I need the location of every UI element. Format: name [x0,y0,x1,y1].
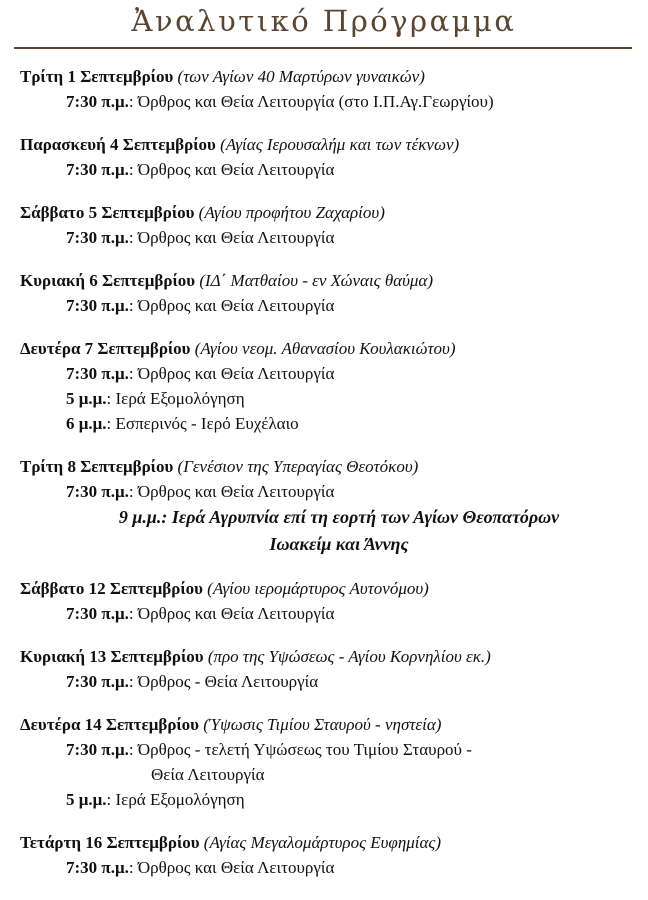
service-time: 7:30 π.μ. [66,364,129,383]
service-description: Ιερά Εξομολόγηση [115,389,245,408]
service-time: 7:30 π.μ. [66,482,129,501]
service-entry [20,361,632,386]
day-header [20,132,632,157]
day-date: Τρίτη 8 Σεπτεμβρίου [20,457,174,476]
day-header [20,268,632,293]
service-separator: : [128,296,138,315]
service-description: Όρθρος και Θεία Λειτουργία [137,604,335,623]
service-time: 7:30 π.μ. [66,604,129,623]
service-entry [20,737,632,762]
service-entry [20,855,632,880]
service-separator: : [128,228,138,247]
service-description: Όρθρος και Θεία Λειτουργία [137,858,335,877]
service-time: 7:30 π.μ. [66,740,129,759]
service-description: Όρθρος και Θεία Λειτουργία [137,160,335,179]
day-date: Κυριακή 13 Σεπτεμβρίου [20,647,204,666]
service-time: 7:30 π.μ. [66,92,129,111]
day-date: Σάββατο 5 Σεπτεμβρίου [20,203,195,222]
day-header [20,454,632,479]
schedule-day [20,576,632,626]
day-feast: (Γενέσιον της Υπεραγίας Θεοτόκου) [177,457,419,476]
day-header [20,200,632,225]
service-time: 7:30 π.μ. [66,858,129,877]
service-description: Ιερά Εξομολόγηση [115,790,245,809]
service-separator: : [128,858,138,877]
day-feast: (Αγίας Μεγαλομάρτυρος Ευφημίας) [203,833,441,852]
service-separator: : [128,482,138,501]
service-description: Όρθρος - τελετή Υψώσεως του Τιμίου Σταυρού - [137,740,472,759]
day-date: Παρασκευή 4 Σεπτεμβρίου [20,135,216,154]
day-header [20,336,632,361]
day-feast: (των Αγίων 40 Μαρτύρων γυναικών) [177,67,425,86]
service-entry [20,479,632,504]
service-entry [20,669,632,694]
service-description-continued: Θεία Λειτουργία [151,765,265,784]
schedule-day [20,712,632,812]
day-feast: (Αγίου ιερομάρτυρος Αυτονόμου) [207,579,429,598]
service-entry [20,225,632,250]
service-separator: : [128,160,138,179]
day-date: Τρίτη 1 Σεπτεμβρίου [20,67,174,86]
schedule-day [20,132,632,182]
day-header [20,576,632,601]
service-entry [20,411,632,436]
schedule-day [20,64,632,114]
day-date: Κυριακή 6 Σεπτεμβρίου [20,271,196,290]
day-date: Σάββατο 12 Σεπτεμβρίου [20,579,203,598]
day-date: Τετάρτη 16 Σεπτεμβρίου [20,833,200,852]
service-entry [20,157,632,182]
title-divider [14,47,632,49]
service-separator: : [106,790,116,809]
service-time: 7:30 π.μ. [66,228,129,247]
service-entry [20,601,632,626]
service-description: Όρθρος - Θεία Λειτουργία [137,672,319,691]
service-separator: : [128,740,138,759]
service-continuation [20,762,632,787]
day-header [20,644,632,669]
service-entry [20,293,632,318]
header [0,0,648,48]
service-separator: : [128,604,138,623]
page-title: Ἀναλυτικό Πρόγραμμα [131,4,517,38]
day-feast: (Αγίου νεομ. Αθανασίου Κουλακιώτου) [194,339,456,358]
service-time: 7:30 π.μ. [66,672,129,691]
service-time: 7:30 π.μ. [66,160,129,179]
service-description: Όρθρος και Θεία Λειτουργία (στο Ι.Π.Αγ.Γεωργίου) [137,92,494,111]
vigil-notice: 9 μ.μ.: Ιερά Αγρυπνία επί τη εορτή των Αγίων Θεοπατόρων [118,507,560,527]
day-date: Δευτέρα 14 Σεπτεμβρίου [20,715,200,734]
service-time: 6 μ.μ. [66,414,107,433]
day-feast: (Αγίας Ιερουσαλήμ και των τέκνων) [220,135,460,154]
service-separator: : [128,92,138,111]
schedule-list [20,64,632,898]
schedule-day [20,644,632,694]
service-entry [20,787,632,812]
service-entry [20,386,632,411]
day-feast: (ΙΔ΄ Ματθαίου - εν Χώναις θαύμα) [199,271,434,290]
day-header [20,830,632,855]
schedule-day [20,830,632,880]
day-header [20,64,632,89]
schedule-day [20,200,632,250]
service-time: 5 μ.μ. [66,389,107,408]
schedule-day [20,454,632,558]
day-feast: (Αγίου προφήτου Ζαχαρίου) [198,203,385,222]
service-description: Όρθρος και Θεία Λειτουργία [137,364,335,383]
service-separator: : [128,364,138,383]
service-separator: : [128,672,138,691]
service-description: Εσπερινός - Ιερό Ευχέλαιο [115,414,299,433]
day-date: Δευτέρα 7 Σεπτεμβρίου [20,339,191,358]
service-description: Όρθρος και Θεία Λειτουργία [137,228,335,247]
service-separator: : [106,389,116,408]
service-time: 7:30 π.μ. [66,296,129,315]
day-header [20,712,632,737]
day-feast: (Ύψωσις Τιμίου Σταυρού - νηστεία) [203,715,442,734]
day-feast: (προ της Υψώσεως - Αγίου Κορνηλίου εκ.) [207,647,491,666]
schedule-day [20,336,632,436]
service-description: Όρθρος και Θεία Λειτουργία [137,482,335,501]
schedule-day [20,268,632,318]
service-time: 5 μ.μ. [66,790,107,809]
service-separator: : [106,414,116,433]
vigil-notice: Ιωακείμ και Άννης [269,534,409,554]
service-entry [20,89,632,114]
service-description: Όρθρος και Θεία Λειτουργία [137,296,335,315]
